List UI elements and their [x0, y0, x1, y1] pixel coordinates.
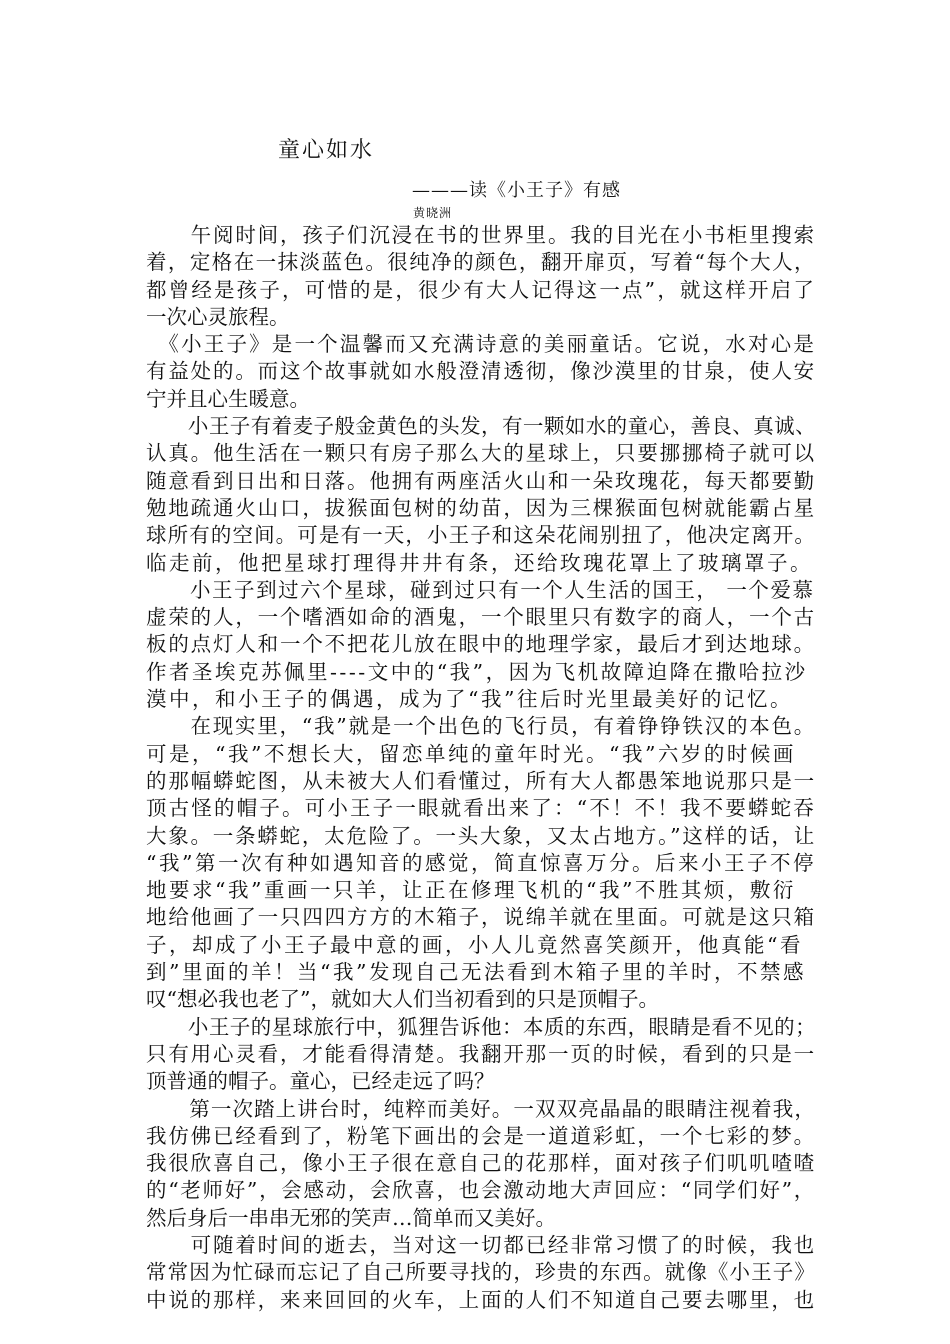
author-name: 黄晓洲 [413, 206, 453, 220]
body-line: 漠中，和小王子的偶遇，成为了“我”往后时光里最美好的记忆。 [146, 687, 793, 712]
body-line: 认真。他生活在一颗只有房子那么大的星球上，只要挪挪椅子就可以 [146, 441, 816, 466]
body-line: 的那幅蟒蛇图，从未被大人们看懂过，所有大人都愚笨地说那只是一 [146, 768, 816, 793]
body-line: 大象。一条蟒蛇，太危险了。一头大象，又太占地方。”这样的话，让 [146, 823, 817, 848]
body-line: 小王子到过六个星球，碰到过只有一个人生活的国王， 一个爱慕 [146, 577, 815, 602]
body-line: 板的点灯人和一个不把花儿放在眼中的地理学家，最后才到达地球。 [146, 632, 816, 657]
body-line: 地要求“我”重画一只羊，让正在修理飞机的“我”不胜其烦，敷衍 [146, 878, 796, 903]
body-line: 可随着时间的逝去，当对这一切都已经非常习惯了的时候，我也 [146, 1232, 816, 1257]
body-line: 宁并且心生暖意。 [146, 386, 310, 411]
body-line: 球所有的空间。可是有一天，小王子和这朵花闹别扭了，他决定离开。 [146, 523, 817, 548]
body-line: 地给他画了一只四四方方的木箱子，说绵羊就在里面。可就是这只箱 [146, 905, 816, 930]
body-line: 小王子的星球旅行中，狐狸告诉他：本质的东西，眼睛是看不见的； [146, 1014, 817, 1039]
body-line: 可是，“我”不想长大，留恋单纯的童年时光。“我”六岁的时候画 [146, 741, 796, 766]
body-line: 小王子有着麦子般金黄色的头发，有一颗如水的童心，善良、真诚、 [146, 414, 817, 439]
body-line: 有益处的。而这个故事就如水般澄清透彻，像沙漠里的甘泉，使人安 [146, 359, 816, 384]
body-line: 午阅时间，孩子们沉浸在书的世界里。我的目光在小书柜里搜索 [146, 223, 816, 247]
document-subtitle: ———读《小王子》有感 [412, 180, 621, 201]
body-line: 虚荣的人，一个嗜酒如命的酒鬼，一个眼里只有数字的商人，一个古 [146, 605, 816, 630]
body-line: 常常因为忙碌而忘记了自己所要寻找的，珍贵的东西。就像《小王子》 [146, 1260, 817, 1285]
body-line: 顶普通的帽子。童心，已经走远了吗？ [146, 1069, 495, 1094]
document-title: 童心如水 [278, 138, 375, 163]
body-line: 着，定格在一抹淡蓝色。很纯净的颜色，翻开扉页，写着“每个大人， [146, 250, 816, 275]
body-line: 叹“想必我也老了”，就如大人们当初看到的只是顶帽子。 [146, 987, 659, 1012]
body-line: 都曾经是孩子，可惜的是，很少有大人记得这一点”，就这样开启了 [146, 277, 816, 302]
body-line: 子，却成了小王子最中意的画，小人儿竟然喜笑颜开，他真能“看 [146, 932, 803, 957]
body-line: 第一次踏上讲台时，纯粹而美好。一双双亮晶晶的眼睛注视着我， [146, 1096, 817, 1121]
body-line: 我很欣喜自己，像小王子很在意自己的花那样，面对孩子们叽叽喳喳 [146, 1151, 816, 1176]
body-line: 顶古怪的帽子。可小王子一眼就看出来了：“不！不！我不要蟒蛇吞 [146, 796, 816, 821]
body-line: 只有用心灵看，才能看得清楚。我翻开那一页的时候，看到的只是一 [146, 1041, 816, 1066]
body-line: 随意看到日出和日落。他拥有两座活火山和一朵玫瑰花，每天都要勤 [146, 468, 816, 493]
body-line: 到”里面的羊！当“我”发现自己无法看到木箱子里的羊时，不禁感 [146, 960, 806, 985]
body-line: 《小王子》是一个温馨而又充满诗意的美丽童话。它说，水对心是 [146, 332, 816, 357]
body-text [146, 222, 816, 1314]
body-line: 在现实里，“我”就是一个出色的飞行员，有着铮铮铁汉的本色。 [146, 714, 816, 739]
body-line: 勉地疏通火山口，拔猴面包树的幼苗，因为三棵猴面包树就能霸占星 [146, 495, 816, 520]
body-line: 然后身后一串串无邪的笑声…简单而又美好。 [146, 1205, 556, 1230]
body-line: 作者圣埃克苏佩里----文中的“我”，因为飞机故障迫降在撒哈拉沙 [146, 659, 808, 684]
body-line: 我仿佛已经看到了，粉笔下画出的会是一道道彩虹，一个七彩的梦。 [146, 1123, 816, 1148]
body-line: 中说的那样，来来回回的火车，上面的人们不知道自己要去哪里，也 [146, 1287, 816, 1312]
body-line: 的“老师好”，会感动，会欣喜，也会激动地大声回应：“同学们好”， [146, 1178, 816, 1203]
body-line: 一次心灵旅程。 [146, 304, 290, 329]
body-line: “我”第一次有种如遇知音的感觉，简直惊喜万分。后来小王子不停 [146, 850, 816, 875]
body-line: 临走前，他把星球打理得井井有条，还给玫瑰花罩上了玻璃罩子。 [146, 550, 813, 575]
